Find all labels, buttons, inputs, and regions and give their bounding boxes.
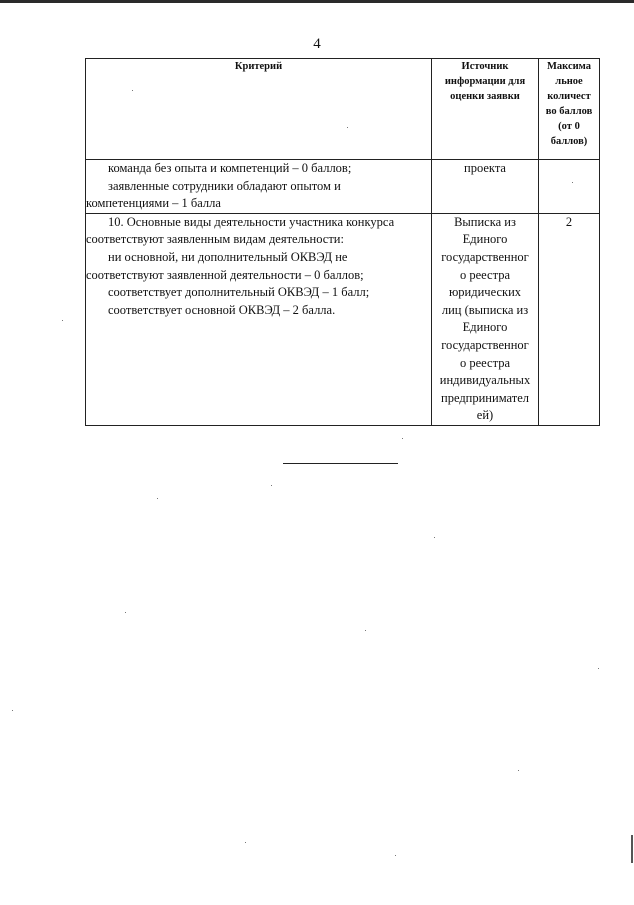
max-score-cell (539, 160, 600, 214)
source-line: лиц (выписка из (441, 302, 529, 317)
page-number: 4 (313, 36, 321, 52)
criterion-line: команда без опыта и компетенций – 0 баллов; (108, 161, 352, 175)
scan-edge-mark (631, 835, 633, 863)
speck (395, 855, 396, 856)
header-criterion: Критерий (86, 59, 432, 160)
table-row (86, 160, 600, 214)
speck (245, 842, 246, 843)
table-row (86, 213, 600, 425)
criterion-line: соответствуют заявленной деятельности – 0 баллов; (86, 267, 364, 282)
source-line: Выписка из (454, 214, 516, 229)
criterion-line: 10. Основные виды деятельности участника конкурса (108, 214, 395, 229)
criterion-line: соответствуют заявленным видам деятельности: (86, 232, 344, 247)
header-max-line: (от 0 (558, 121, 580, 132)
source-cell (432, 213, 539, 425)
speck (598, 668, 599, 669)
criterion-line: соответствует основной ОКВЭД – 2 балла. (108, 302, 336, 317)
source-line: ей) (476, 408, 494, 423)
header-max-line: льное (555, 76, 583, 87)
criterion-cell (86, 213, 432, 425)
speck (347, 127, 348, 128)
source-line: индивидуальных (439, 373, 531, 388)
header-source-line: Источник (461, 61, 509, 72)
source-line: государственног (441, 337, 529, 352)
criterion-cell (86, 160, 432, 214)
max-score-cell: 2 (539, 213, 600, 425)
criteria-table (85, 58, 600, 426)
closing-rule (283, 463, 398, 464)
source-line: Единого (462, 320, 508, 335)
table-header-row (86, 59, 600, 160)
criterion-line: соответствует дополнительный ОКВЭД – 1 балл; (108, 285, 370, 300)
criterion-line: заявленные сотрудники обладают опытом и (108, 178, 341, 193)
header-max-score (539, 59, 600, 160)
speck (402, 438, 403, 439)
source-cell: проекта (432, 160, 539, 214)
speck (125, 612, 126, 613)
header-max-line: во баллов (545, 106, 593, 117)
header-source (432, 59, 539, 160)
criterion-line: ни основной, ни дополнительный ОКВЭД не (108, 249, 348, 264)
header-max-line: количест (547, 91, 591, 102)
speck (12, 710, 13, 711)
source-line: о реестра (460, 355, 510, 370)
speck (518, 770, 519, 771)
source-line: юридических (448, 285, 522, 300)
header-source-line: оценки заявки (450, 91, 520, 102)
source-line: о реестра (460, 267, 510, 282)
speck (365, 630, 366, 631)
source-line: предпринимател (441, 390, 529, 405)
header-max-line: баллов) (550, 136, 588, 147)
source-line: Единого (462, 232, 508, 247)
source-line: государственног (441, 249, 529, 264)
speck (572, 182, 573, 183)
speck (132, 90, 133, 91)
scan-top-edge (0, 0, 634, 3)
speck (157, 498, 158, 499)
criterion-line: компетенциями – 1 балла (86, 196, 221, 211)
header-max-line: Максима (547, 61, 591, 72)
speck (271, 485, 272, 486)
speck (62, 320, 63, 321)
header-source-line: информации для (444, 76, 526, 87)
speck (434, 537, 435, 538)
